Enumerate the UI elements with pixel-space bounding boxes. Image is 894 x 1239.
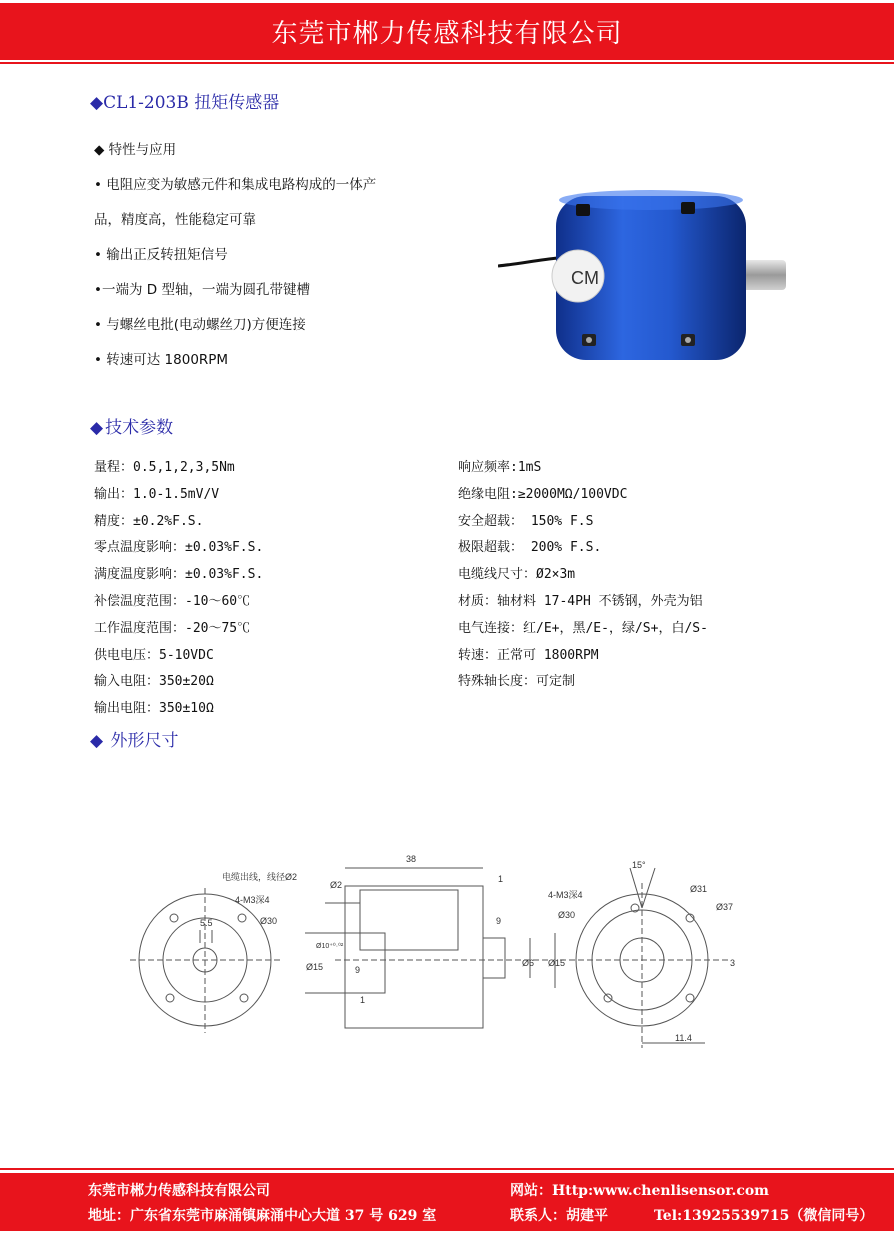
dim-label: 38: [406, 854, 417, 864]
product-title: ◆CL1-203B 扭矩传感器: [90, 93, 280, 113]
product-photo: [498, 178, 798, 378]
dim-label: 11.4: [675, 1033, 692, 1043]
footer-website: 网站：Http:www.chenlisensor.com: [510, 1183, 769, 1199]
dim-label: Ø15: [306, 962, 324, 972]
dim-label: 3: [730, 958, 736, 968]
spec-row: 工作温度范围：-20～75℃: [94, 620, 251, 636]
spec-row: 输出：1.0-1.5mV/V: [94, 486, 220, 502]
dim-label: Ø6: [522, 958, 535, 968]
dim-label: 电缆出线，线径Ø2: [222, 872, 298, 882]
feature-line: • 输出正反转扭矩信号: [94, 247, 228, 263]
dimensions-heading: ◆ 外形尺寸: [90, 731, 179, 751]
spec-row: 精度：±0.2%F.S.: [94, 513, 204, 529]
spec-row: 量程：0.5,1,2,3,5Nm: [94, 460, 235, 475]
feature-line: • 电阻应变为敏感元件和集成电路构成的一体产: [94, 177, 377, 193]
footer-company: 东莞市郴力传感科技有限公司: [88, 1183, 270, 1199]
diamond-bullet-icon: ◆: [90, 418, 104, 438]
dimension-drawing: [130, 848, 770, 1058]
footer-tel: Tel:13925539715（微信同号）: [654, 1208, 874, 1224]
feature-line: • 转速可达 1800RPM: [94, 352, 229, 368]
dim-label: Ø31: [690, 884, 708, 894]
dim-label: Ø30: [558, 910, 576, 920]
spec-row: 材质：轴材料 17-4PH 不锈钢，外壳为铝: [458, 593, 703, 609]
spec-row: 输出电阻：350±10Ω: [94, 701, 214, 717]
side-view-body: [345, 886, 483, 1028]
feature-heading: ◆ 特性与应用: [94, 142, 177, 158]
footer-address: 地址：广东省东莞市麻涌镇麻涌中心大道 37 号 629 室: [88, 1208, 437, 1224]
company-title: 东莞市郴力传感科技有限公司: [271, 19, 623, 49]
dim-label: 9: [496, 916, 502, 926]
spec-row: 响应频率:1mS: [458, 460, 542, 475]
dim-label: 5.5: [200, 918, 213, 928]
dim-label: 1: [360, 995, 366, 1005]
diamond-bullet-icon: ◆: [90, 731, 109, 751]
footer-band: [0, 1173, 894, 1231]
specs-heading: ◆ 技术参数: [90, 418, 174, 438]
dim-label: Ø10⁺⁰·⁰²: [316, 943, 344, 950]
svg-text:CM: CM: [571, 268, 599, 288]
spec-row: 绝缘电阻:≥2000MΩ/100VDC: [458, 486, 628, 502]
dim-label: 4-M3深4: [548, 890, 583, 900]
dim-label: 15°: [632, 860, 646, 870]
spec-row: 输入电阻：350±20Ω: [94, 674, 214, 690]
dim-label: Ø37: [716, 902, 734, 912]
dim-label: 9: [355, 965, 361, 975]
feature-line: •一端为 D 型轴，一端为圆孔带键槽: [94, 282, 310, 298]
header-rule: [0, 62, 894, 64]
dim-label: Ø15: [548, 958, 566, 968]
feature-line: • 与螺丝电批(电动螺丝刀)方便连接: [94, 317, 306, 333]
spec-row: 安全超载： 150% F.S: [458, 513, 594, 529]
footer-contact: 联系人：胡建平: [510, 1208, 608, 1224]
spec-row: 电缆线尺寸：Ø2×3m: [458, 567, 576, 583]
footer-rule: [0, 1168, 894, 1170]
spec-row: 电气连接：红/E+，黑/E-，绿/S+，白/S-: [458, 620, 708, 636]
spec-row: 供电电压：5-10VDC: [94, 647, 214, 663]
dim-label: Ø2: [330, 880, 343, 890]
spec-row: 特殊轴长度：可定制: [458, 674, 576, 690]
header-band: [0, 3, 894, 60]
feature-line: 品，精度高，性能稳定可靠: [94, 212, 256, 228]
specs-left-column: [94, 455, 263, 723]
feature-list: [94, 138, 474, 383]
spec-row: 满度温度影响：±0.03%F.S.: [94, 567, 264, 583]
dim-label: 4-M3深4: [235, 895, 270, 905]
spec-row: 极限超载： 200% F.S.: [458, 540, 602, 556]
dim-label: Ø30: [260, 916, 278, 926]
spec-row: 补偿温度范围：-10～60℃: [94, 593, 251, 609]
dim-label: 1: [498, 874, 504, 884]
spec-row: 零点温度影响：±0.03%F.S.: [94, 540, 264, 556]
specs-right-column: [458, 455, 708, 696]
spec-row: 转速：正常可 1800RPM: [458, 647, 599, 663]
